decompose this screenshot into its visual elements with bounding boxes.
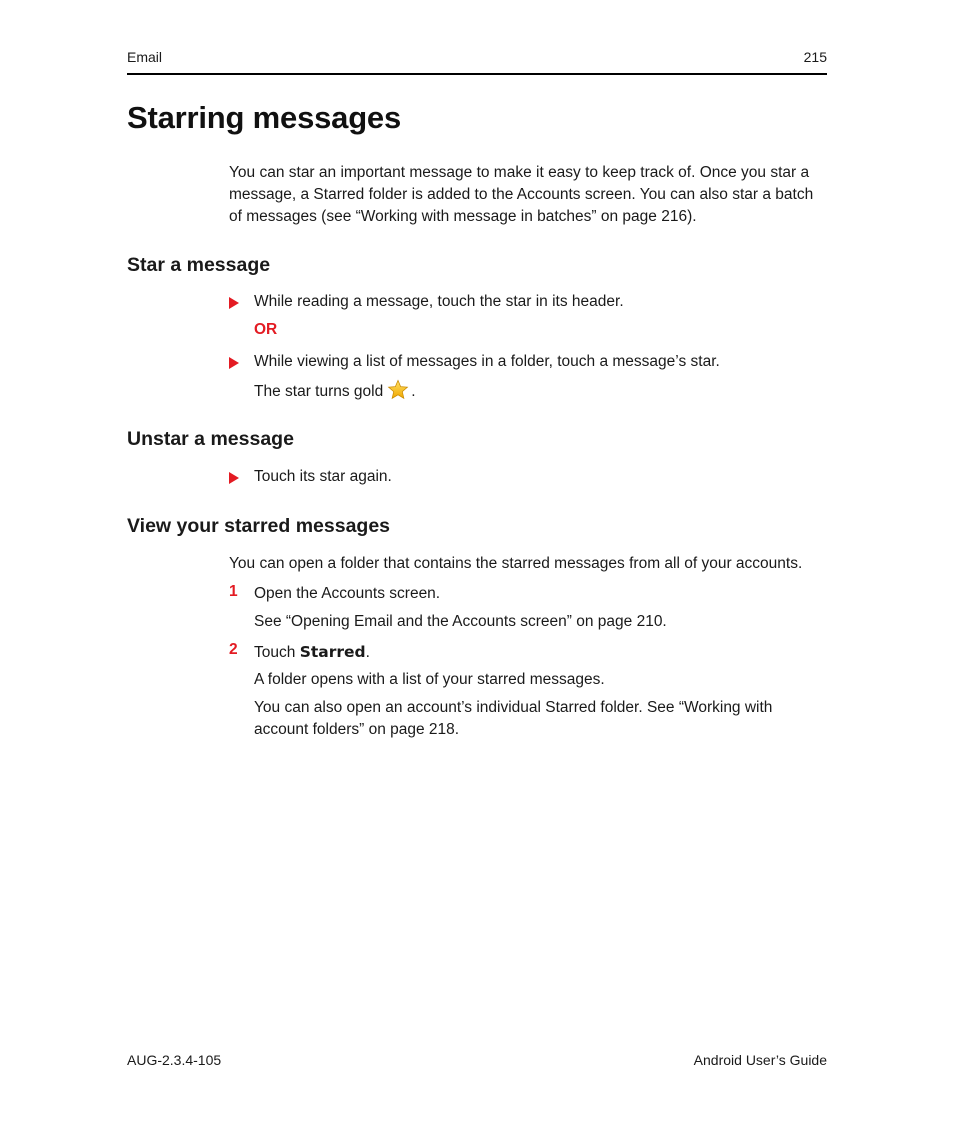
view-step-2-note-2: You can also open an account’s individual Starred folder. See “Working with account folders” on page 218. <box>254 699 773 738</box>
view-step-2-prefix: Touch <box>254 644 296 661</box>
page-header <box>127 49 827 75</box>
bullet-arrow-icon <box>229 472 239 484</box>
bullet-arrow-icon <box>229 357 239 369</box>
view-step-2-note-1: A folder opens with a list of your starred messages. <box>254 671 605 688</box>
view-step-1-note: See “Opening Email and the Accounts screen” on page 210. <box>254 613 667 630</box>
bullet-arrow-icon <box>229 297 239 309</box>
or-label: OR <box>254 321 278 338</box>
footer-doc-id: AUG-2.3.4-105 <box>127 1052 222 1068</box>
intro-paragraph: You can star an important message to make it easy to keep track of. Once you star a message, a Starred folder is added to the Accounts screen. You can also star a batch of messages (see “Working with message in batches” on page 216). <box>229 164 814 225</box>
view-intro-paragraph: You can open a folder that contains the starred messages from all of your accounts. <box>229 555 803 572</box>
section-heading-unstar: Unstar a message <box>127 428 294 450</box>
step-number-1: 1 <box>229 583 238 600</box>
star-step-2-text: While viewing a list of messages in a folder, touch a message’s star. <box>254 353 720 370</box>
view-step-2-suffix: . <box>365 644 370 661</box>
gold-star-icon <box>387 379 409 408</box>
star-result <box>254 379 824 408</box>
starred-label: Starred <box>299 643 366 661</box>
step-number-2: 2 <box>229 641 238 658</box>
page-title: Starring messages <box>127 100 402 135</box>
header-page-number: 215 <box>803 49 827 65</box>
section-heading-view: View your starred messages <box>127 515 391 537</box>
view-step-1-text: Open the Accounts screen. <box>254 585 441 602</box>
star-result-text: The star turns gold <box>254 383 384 400</box>
section-heading-star: Star a message <box>127 254 271 276</box>
star-step-1-text: While reading a message, touch the star in its header. <box>254 293 624 310</box>
header-section-name: Email <box>127 49 163 65</box>
footer-guide-title: Android User’s Guide <box>693 1052 827 1068</box>
star-result-period: . <box>411 383 416 400</box>
view-step-2 <box>254 641 824 664</box>
unstar-step-1-text: Touch its star again. <box>254 468 392 485</box>
